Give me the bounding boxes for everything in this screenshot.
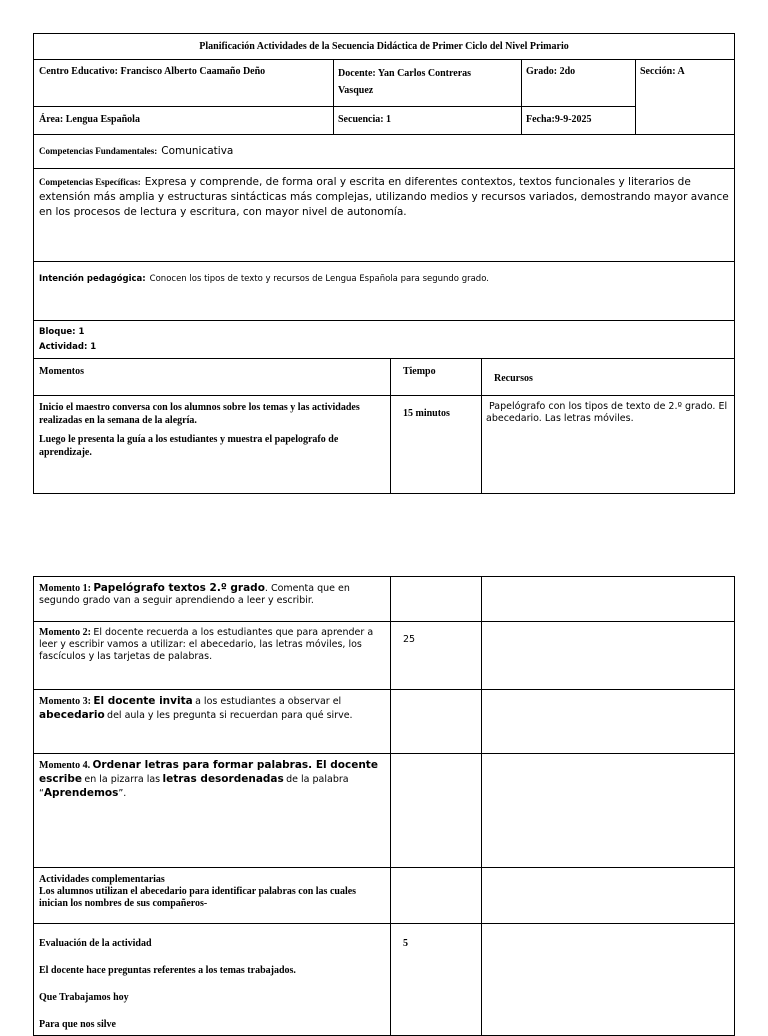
- complementarias-desc: Los alumnos utilizan el abecedario para identificar palabras con las cuales inician los nombres de sus compañeros-: [39, 886, 357, 909]
- inicio-tiempo: 15 minutos: [390, 396, 481, 494]
- complementarias-text: [39, 874, 379, 910]
- inicio-row: [34, 395, 734, 493]
- momento-1-row: [34, 577, 734, 621]
- momento-3-row: [34, 689, 734, 753]
- intencion-label: Intención pedagógica:: [39, 274, 146, 284]
- momento-4-bold-2: letras desordenadas: [162, 773, 284, 785]
- centro-educativo: Centro Educativo: Francisco Alberto Caamaño Deño: [39, 66, 266, 77]
- momento-2-text: [39, 627, 385, 663]
- momento-3-tiempo: [390, 690, 481, 754]
- momentos-header-row: [34, 358, 734, 395]
- competencias-especificas-value: Expresa y comprende, de forma oral y escrita en diferentes contextos, textos funcionales y literarios de extensión más amplia y estructuras sintácticas más complejas, utilizando medios y recursos variados, demostrando mayor avance en los procesos de lectura y escritura, con mayor nivel de autonomía.: [39, 176, 729, 218]
- momento-1-desc: . Comenta que en segundo grado van a seguir aprendiendo a leer y escribir.: [39, 583, 350, 606]
- momento-1-tiempo: [390, 577, 481, 621]
- momento-1-label: Momento 1:: [39, 583, 91, 594]
- header-row-1: [34, 59, 734, 106]
- competencias-fundamentales-value: Comunicativa: [161, 145, 234, 157]
- momento-4-quote-open: “: [39, 788, 44, 799]
- secuencia: Secuencia: 1: [333, 107, 521, 135]
- inicio-recursos: Papelógrafo con los tipos de texto de 2.º grado. El abecedario. Las letras móviles.: [481, 396, 734, 494]
- evaluacion-text: [39, 937, 384, 1031]
- momento-4-bold-1: Ordenar letras para formar palabras. El docente escribe: [39, 759, 378, 785]
- bloque: Bloque: 1: [39, 327, 85, 337]
- momento-3-bold-1: El docente invita: [93, 695, 193, 707]
- momento-4-desc-2: de la palabra: [286, 774, 349, 785]
- header-momentos: Momentos: [39, 366, 84, 377]
- momento-1-bold: Papelógrafo textos 2.º grado: [93, 582, 265, 594]
- complementarias-title: Actividades complementarias: [39, 874, 165, 885]
- evaluacion-recursos: [481, 924, 734, 1036]
- inicio-text-1: Inicio el maestro conversa con los alumnos sobre los temas y las actividades realizadas en la semana de la alegría.: [39, 402, 360, 426]
- inicio-text-2: Luego le presenta la guía a los estudiantes y muestra el papelografo de aprendizaje.: [39, 434, 339, 458]
- evaluacion-line-2: Que Trabajamos hoy: [39, 992, 129, 1003]
- momento-2-desc: El docente recuerda a los estudiantes que para aprender a leer y escribir vamos a utilizar: el abecedario, las letras móviles, los fascículos y las tarjetas de palabras.: [39, 627, 374, 662]
- competencias-especificas-row: [34, 168, 734, 261]
- intencion-value: Conocen los tipos de texto y recursos de Lengua Española para segundo grado.: [149, 274, 489, 284]
- grado: Grado: 2do: [521, 60, 635, 107]
- header-row-2: [34, 106, 636, 134]
- momento-4-row: [34, 753, 734, 867]
- competencias-fundamentales-label: Competencias Fundamentales:: [39, 146, 158, 156]
- docente-line-2: Vasquez: [338, 85, 374, 96]
- bloque-actividad-row: [34, 320, 734, 358]
- actividad: Actividad: 1: [39, 342, 97, 352]
- evaluacion-line-1: El docente hace preguntas referentes a los temas trabajados.: [39, 965, 296, 976]
- document-title: Planificación Actividades de la Secuencia Didáctica de Primer Ciclo del Nivel Primario: [199, 41, 569, 52]
- momento-1-text: [39, 582, 385, 607]
- momento-3-text: [39, 695, 385, 723]
- momento-4-text: [39, 759, 385, 801]
- evaluacion-tiempo: 5: [390, 924, 481, 1036]
- inicio-momento: [39, 401, 384, 459]
- momento-4-desc-1: en la pizarra las: [84, 774, 161, 785]
- evaluacion-line-3: Para que nos silve: [39, 1019, 116, 1030]
- intencion-row: [34, 261, 734, 320]
- momentos-table: [33, 576, 735, 1036]
- fecha: Fecha:9-9-2025: [521, 107, 635, 135]
- momento-1-recursos: [481, 577, 734, 621]
- competencias-fundamentales-row: [34, 134, 734, 168]
- complementarias-tiempo: [390, 868, 481, 924]
- momento-4-bold-3: Aprendemos: [43, 787, 119, 799]
- momento-3-desc-2: del aula y les pregunta si recuerdan para qué sirve.: [107, 710, 353, 721]
- momento-2-tiempo: 25: [390, 622, 481, 690]
- area: Área: Lengua Española: [39, 114, 140, 125]
- complementarias-row: [34, 867, 734, 923]
- header-recursos: Recursos: [481, 359, 734, 396]
- evaluacion-title: Evaluación de la actividad: [39, 938, 152, 949]
- momento-3-bold-2: abecedario: [39, 709, 105, 721]
- evaluacion-row: [34, 923, 734, 1035]
- momento-3-recursos: [481, 690, 734, 754]
- seccion: Sección: A: [635, 60, 734, 135]
- momento-4-recursos: [481, 754, 734, 868]
- momento-3-desc-1: a los estudiantes a observar el: [195, 696, 342, 707]
- header-tiempo: Tiempo: [390, 359, 481, 396]
- docente-line-1: Docente: Yan Carlos Contreras: [338, 68, 472, 79]
- momento-2-label: Momento 2:: [39, 627, 91, 638]
- momento-4-quote-close: ”.: [118, 788, 127, 799]
- momento-2-row: [34, 621, 734, 689]
- complementarias-recursos: [481, 868, 734, 924]
- momento-2-recursos: [481, 622, 734, 690]
- docente-cell: [333, 60, 521, 107]
- momento-4-tiempo: [390, 754, 481, 868]
- momento-3-label: Momento 3:: [39, 696, 91, 707]
- competencias-especificas-label: Competencias Específicas:: [39, 177, 141, 187]
- momento-4-label: Momento 4.: [39, 760, 91, 771]
- planning-table: [33, 33, 735, 494]
